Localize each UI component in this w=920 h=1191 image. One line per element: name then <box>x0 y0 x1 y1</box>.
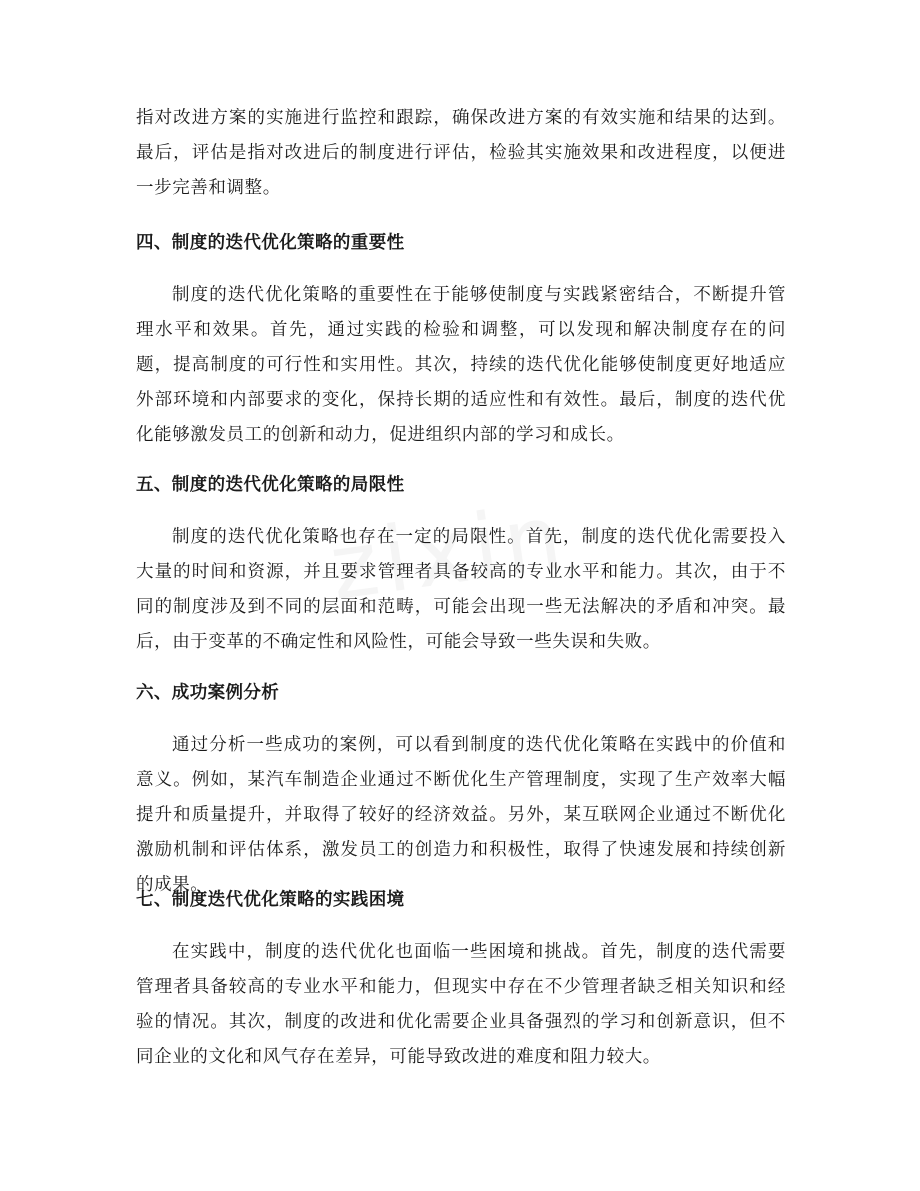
section-heading-7: 七、制度迭代优化策略的实践困境 <box>136 890 405 910</box>
section-body-5: 制度的迭代优化策略也存在一定的局限性。首先，制度的迭代优化需要投入大量的时间和资源，并且要求管理者具备较高的专业水平和能力。其次，由于不同的制度涉及到不同的层面和范畴，可能会出现一些无法解决的矛盾和冲突。最后，由于变革的不确定性和风险性，可能会导致一些失误和失败。 <box>136 527 786 652</box>
intro-paragraph: 指对改进方案的实施进行监控和跟踪，确保改进方案的有效实施和结果的达到。最后，评估是指对改进后的制度进行评估，检验其实施效果和改进程度，以便进一步完善和调整。 <box>136 108 786 198</box>
section-heading-5: 五、制度的迭代优化策略的局限性 <box>136 475 405 495</box>
section-body-4: 制度的迭代优化策略的重要性在于能够使制度与实践紧密结合，不断提升管理水平和效果。首先，通过实践的检验和调整，可以发现和解决制度存在的问题，提高制度的可行性和实用性。其次，持续的迭代优化能够使制度更好地适应外部环境和内部要求的变化，保持长期的适应性和有效性。最后，制度的迭代优化能够激发员工的创新和动力，促进组织内部的学习和成长。 <box>136 285 786 445</box>
section-body-6: 通过分析一些成功的案例，可以看到制度的迭代优化策略在实践中的价值和意义。例如，某汽车制造企业通过不断优化生产管理制度，实现了生产效率大幅提升和质量提升，并取得了较好的经济效益。另外，某互联网企业通过不断优化激励机制和评估体系，激发员工的创造力和积极性，取得了快速发展和持续创新的成果。 <box>136 735 786 895</box>
section-heading-4: 四、制度的迭代优化策略的重要性 <box>136 233 405 253</box>
section-heading-6: 六、成功案例分析 <box>136 683 280 703</box>
section-body-7: 在实践中，制度的迭代优化也面临一些困境和挑战。首先，制度的迭代需要管理者具备较高的专业水平和能力，但现实中存在不少管理者缺乏相关知识和经验的情况。其次，制度的改进和优化需要企业具备强烈的学习和创新意识，但不同企业的文化和风气存在差异，可能导致改进的难度和阻力较大。 <box>136 942 786 1067</box>
